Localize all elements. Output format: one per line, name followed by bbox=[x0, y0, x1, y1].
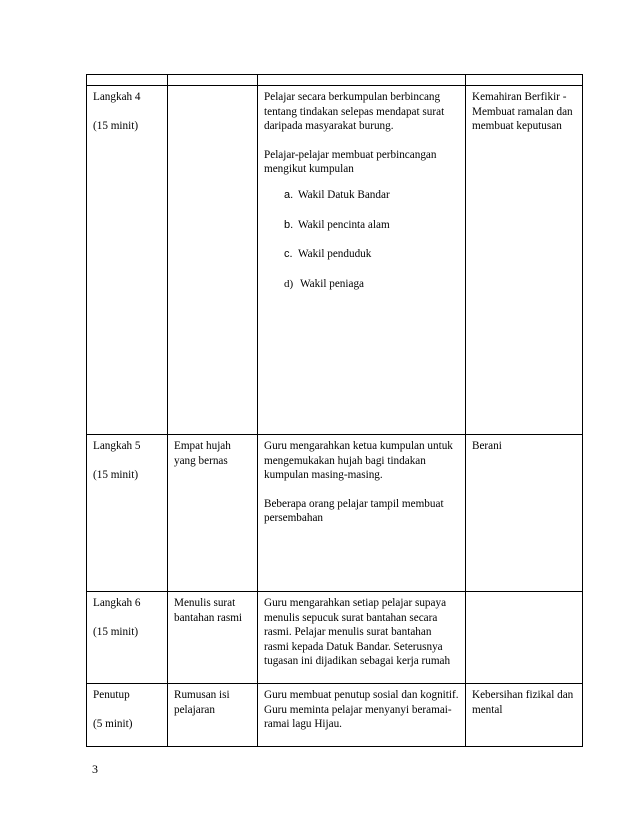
step-label: Penutup bbox=[93, 689, 130, 701]
list-marker: c. bbox=[284, 248, 293, 261]
header-cell bbox=[168, 75, 258, 86]
activity-cell bbox=[258, 592, 466, 684]
content-text: Empat hujah yang bernas bbox=[174, 440, 231, 467]
step-label: Langkah 5 bbox=[93, 440, 141, 452]
step-time: (15 minit) bbox=[93, 468, 139, 481]
content-cell bbox=[168, 592, 258, 684]
header-cell bbox=[258, 75, 466, 86]
list-text: Wakil Datuk Bandar bbox=[298, 188, 390, 201]
content-cell bbox=[168, 684, 258, 747]
step-time: (15 minit) bbox=[93, 625, 139, 638]
header-cell bbox=[466, 75, 583, 86]
value-text: Kebersihan fizikal dan mental bbox=[472, 689, 574, 716]
list-marker: b. bbox=[284, 218, 294, 231]
activity-paragraph: Guru mengarahkan setiap pelajar supaya menulis sepucuk surat bantahan secara rasmi. Pelajar menulis surat bantahan rasmi kepada Datuk Bandar. Seterusnya tugasan ini dijadikan sebagai kerja rumah bbox=[264, 597, 451, 668]
step-cell bbox=[87, 684, 168, 747]
content-text: Menulis surat bantahan rasmi bbox=[174, 597, 243, 624]
activity-cell bbox=[258, 86, 466, 435]
value-cell bbox=[466, 592, 583, 684]
list-item bbox=[284, 247, 459, 262]
list-marker: d) bbox=[284, 277, 294, 290]
list-text: Wakil peniaga bbox=[300, 277, 365, 290]
header-cell bbox=[87, 75, 168, 86]
list-item bbox=[284, 277, 459, 292]
activity-paragraph: Beberapa orang pelajar tampil membuat persembahan bbox=[264, 497, 444, 525]
step-cell bbox=[87, 592, 168, 684]
page-number: 3 bbox=[92, 762, 98, 776]
value-text: Berani bbox=[472, 440, 502, 452]
value-cell bbox=[466, 684, 583, 747]
table-row bbox=[87, 684, 583, 747]
activity-paragraph: Pelajar-pelajar membuat perbincangan mengikut kumpulan bbox=[264, 148, 437, 176]
value-text: Kemahiran Berfikir -Membuat ramalan dan membuat keputusan bbox=[472, 91, 573, 133]
activity-paragraph: Guru membuat penutup sosial dan kognitif. Guru meminta pelajar menyanyi beramai-ramai lagu Hijau. bbox=[264, 689, 459, 731]
content-cell bbox=[168, 435, 258, 592]
list-text: Wakil pencinta alam bbox=[298, 218, 390, 231]
step-label: Langkah 6 bbox=[93, 597, 141, 609]
step-cell bbox=[87, 86, 168, 435]
table-header-row bbox=[87, 75, 583, 86]
step-time: (5 minit) bbox=[93, 717, 133, 730]
value-cell bbox=[466, 435, 583, 592]
activity-paragraph: Pelajar secara berkumpulan berbincang tentang tindakan selepas mendapat surat daripada masyarakat burung. bbox=[264, 91, 445, 133]
step-label: Langkah 4 bbox=[93, 91, 141, 103]
step-time: (15 minit) bbox=[93, 119, 139, 132]
content-cell bbox=[168, 86, 258, 435]
value-cell bbox=[466, 86, 583, 435]
table-row bbox=[87, 592, 583, 684]
list-item bbox=[284, 218, 459, 233]
table-row bbox=[87, 86, 583, 435]
content-text: Rumusan isi pelajaran bbox=[174, 689, 230, 716]
step-cell bbox=[87, 435, 168, 592]
list-marker: a. bbox=[284, 188, 294, 201]
activity-cell bbox=[258, 684, 466, 747]
list-item bbox=[284, 188, 459, 203]
group-list bbox=[264, 188, 459, 291]
table-row bbox=[87, 435, 583, 592]
lesson-plan-table bbox=[86, 74, 583, 747]
activity-cell bbox=[258, 435, 466, 592]
activity-paragraph: Guru mengarahkan ketua kumpulan untuk mengemukakan hujah bagi tindakan kumpulan masing-masing. bbox=[264, 440, 453, 482]
list-text: Wakil penduduk bbox=[298, 248, 372, 261]
